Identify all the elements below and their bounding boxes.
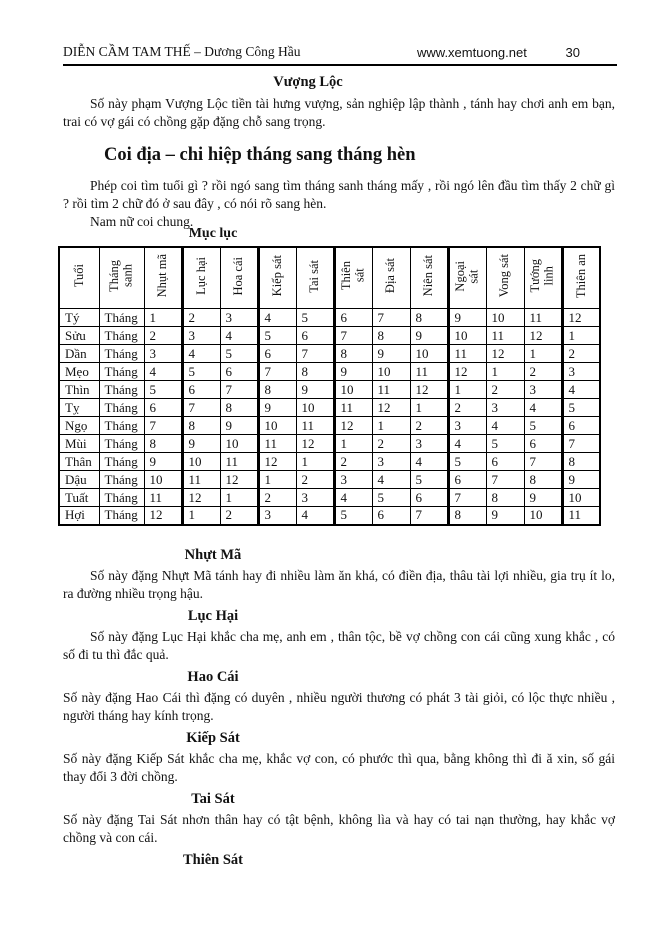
month-value-cell: 5	[220, 345, 258, 363]
month-value-cell: 10	[562, 489, 600, 507]
column-header-12	[524, 247, 562, 309]
month-value-cell: 2	[448, 399, 486, 417]
month-value-cell: 1	[334, 435, 372, 453]
month-value-cell: 11	[486, 327, 524, 345]
month-value-cell: 7	[372, 309, 410, 327]
month-value-cell: 1	[562, 327, 600, 345]
month-value-cell: 10	[144, 471, 182, 489]
month-value-cell: 9	[486, 507, 524, 525]
month-label-cell: Tháng	[99, 363, 144, 381]
month-value-cell: 2	[372, 435, 410, 453]
month-value-cell: 8	[524, 471, 562, 489]
month-value-cell: 2	[296, 471, 334, 489]
month-value-cell: 4	[258, 309, 296, 327]
column-header-label: Tướng linh	[528, 259, 556, 293]
month-value-cell: 1	[144, 309, 182, 327]
month-value-cell: 6	[372, 507, 410, 525]
section-heading: Kiếp Sát	[186, 730, 240, 746]
month-value-cell: 5	[448, 453, 486, 471]
month-value-cell: 3	[524, 381, 562, 399]
month-value-cell: 4	[410, 453, 448, 471]
column-header-0	[59, 247, 99, 309]
column-header-10	[448, 247, 486, 309]
month-value-cell: 11	[296, 417, 334, 435]
month-label-cell: Tháng	[99, 453, 144, 471]
month-value-cell: 5	[486, 435, 524, 453]
section-paragraph: Số này đặng Tai Sát nhơn thân hay có tật bệnh, không lìa và hay có tai nạn thường, hay khắc vợ chồng và con cái.	[63, 812, 615, 845]
month-value-cell: 12	[144, 507, 182, 525]
month-value-cell: 9	[410, 327, 448, 345]
month-value-cell: 7	[220, 381, 258, 399]
month-value-cell: 3	[182, 327, 220, 345]
month-value-cell: 9	[448, 309, 486, 327]
month-value-cell: 8	[486, 489, 524, 507]
month-label-cell: Tháng	[99, 471, 144, 489]
month-value-cell: 8	[182, 417, 220, 435]
month-label-cell: Tháng	[99, 489, 144, 507]
column-header-6	[296, 247, 334, 309]
column-header-label: Vong sát	[497, 254, 512, 298]
month-value-cell: 11	[562, 507, 600, 525]
month-value-cell: 4	[372, 471, 410, 489]
month-value-cell: 1	[296, 453, 334, 471]
age-cell: Hợi	[59, 507, 99, 525]
column-header-8	[372, 247, 410, 309]
month-value-cell: 3	[562, 363, 600, 381]
month-value-cell: 8	[372, 327, 410, 345]
column-header-label: Tháng sanh	[107, 260, 135, 292]
month-value-cell: 5	[182, 363, 220, 381]
month-value-cell: 6	[258, 345, 296, 363]
month-value-cell: 1	[524, 345, 562, 363]
month-value-cell: 5	[372, 489, 410, 507]
month-value-cell: 10	[372, 363, 410, 381]
month-value-cell: 3	[296, 489, 334, 507]
month-value-cell: 3	[486, 399, 524, 417]
table-row	[59, 507, 600, 525]
month-value-cell: 2	[258, 489, 296, 507]
month-value-cell: 1	[258, 471, 296, 489]
month-value-cell: 12	[410, 381, 448, 399]
month-value-cell: 2	[486, 381, 524, 399]
month-value-cell: 9	[258, 399, 296, 417]
column-header-label: Tuổi	[71, 264, 86, 288]
month-value-cell: 8	[410, 309, 448, 327]
month-value-cell: 12	[562, 309, 600, 327]
month-value-cell: 12	[486, 345, 524, 363]
month-label-cell: Tháng	[99, 507, 144, 525]
month-value-cell: 4	[524, 399, 562, 417]
table-body	[59, 309, 600, 525]
month-value-cell: 6	[182, 381, 220, 399]
month-value-cell: 8	[144, 435, 182, 453]
month-value-cell: 12	[448, 363, 486, 381]
month-value-cell: 4	[296, 507, 334, 525]
table-row	[59, 381, 600, 399]
column-header-3	[182, 247, 220, 309]
month-value-cell: 8	[296, 363, 334, 381]
month-value-cell: 7	[334, 327, 372, 345]
month-value-cell: 4	[220, 327, 258, 345]
table-row	[59, 327, 600, 345]
month-value-cell: 2	[220, 507, 258, 525]
month-value-cell: 7	[524, 453, 562, 471]
month-value-cell: 4	[144, 363, 182, 381]
sections	[63, 542, 615, 872]
month-value-cell: 11	[220, 453, 258, 471]
month-value-cell: 6	[486, 453, 524, 471]
month-value-cell: 10	[296, 399, 334, 417]
month-value-cell: 6	[524, 435, 562, 453]
section-paragraph: Số này đặng Hao Cái thì đặng có duyên , nhiều người thương có phát 3 tài giỏi, có lộc thực nhiều , người tháng hay kính trọng.	[63, 690, 615, 723]
month-value-cell: 6	[562, 417, 600, 435]
month-value-cell: 11	[144, 489, 182, 507]
month-value-cell: 2	[334, 453, 372, 471]
month-label-cell: Tháng	[99, 435, 144, 453]
table-row	[59, 453, 600, 471]
month-value-cell: 10	[334, 381, 372, 399]
month-value-cell: 9	[182, 435, 220, 453]
month-value-cell: 12	[220, 471, 258, 489]
month-value-cell: 5	[144, 381, 182, 399]
month-value-cell: 8	[448, 507, 486, 525]
age-cell: Thìn	[59, 381, 99, 399]
month-value-cell: 3	[334, 471, 372, 489]
section-heading: Nhựt Mã	[184, 547, 242, 563]
month-value-cell: 7	[258, 363, 296, 381]
month-value-cell: 1	[182, 507, 220, 525]
month-label-cell: Tháng	[99, 309, 144, 327]
month-value-cell: 3	[410, 435, 448, 453]
age-cell: Mẹo	[59, 363, 99, 381]
column-header-11	[486, 247, 524, 309]
table-header-row	[59, 247, 600, 309]
table-row	[59, 399, 600, 417]
month-value-cell: 3	[144, 345, 182, 363]
column-header-7	[334, 247, 372, 309]
month-value-cell: 9	[372, 345, 410, 363]
month-value-cell: 12	[182, 489, 220, 507]
month-value-cell: 1	[448, 381, 486, 399]
section-heading: Hao Cái	[187, 669, 239, 685]
month-value-cell: 6	[220, 363, 258, 381]
column-header-4	[220, 247, 258, 309]
age-cell: Tuất	[59, 489, 99, 507]
month-value-cell: 4	[448, 435, 486, 453]
column-header-9	[410, 247, 448, 309]
table-row	[59, 309, 600, 327]
month-value-cell: 1	[486, 363, 524, 381]
month-value-cell: 12	[296, 435, 334, 453]
column-header-label: Tai sát	[306, 259, 321, 293]
website-text: www.xemtuong.net	[417, 45, 527, 60]
month-value-cell: 6	[334, 309, 372, 327]
month-value-cell: 1	[410, 399, 448, 417]
column-header-13	[562, 247, 600, 309]
month-value-cell: 10	[220, 435, 258, 453]
month-value-cell: 1	[372, 417, 410, 435]
month-value-cell: 3	[448, 417, 486, 435]
table-row	[59, 471, 600, 489]
month-label-cell: Tháng	[99, 417, 144, 435]
month-value-cell: 5	[296, 309, 334, 327]
month-value-cell: 9	[562, 471, 600, 489]
page-header	[63, 44, 617, 64]
column-header-label: Thiên sát	[339, 261, 367, 291]
muc-luc-table	[58, 246, 601, 526]
month-value-cell: 10	[448, 327, 486, 345]
paragraph-nam-nu: Nam nữ coi chung.	[90, 214, 194, 229]
section-heading-vuong-loc: Vượng Lộc	[273, 74, 343, 90]
column-header-5	[258, 247, 296, 309]
month-value-cell: 11	[448, 345, 486, 363]
table-caption: Mục lục	[188, 226, 238, 241]
month-value-cell: 12	[372, 399, 410, 417]
month-label-cell: Tháng	[99, 345, 144, 363]
month-value-cell: 2	[144, 327, 182, 345]
table-row	[59, 417, 600, 435]
month-value-cell: 10	[410, 345, 448, 363]
month-value-cell: 3	[372, 453, 410, 471]
month-label-cell: Tháng	[99, 327, 144, 345]
month-value-cell: 12	[258, 453, 296, 471]
section-heading: Thiên Sát	[182, 852, 244, 868]
age-cell: Dần	[59, 345, 99, 363]
month-value-cell: 6	[144, 399, 182, 417]
month-value-cell: 8	[562, 453, 600, 471]
section-paragraph: Số này đặng Kiếp Sát khắc cha mẹ, khắc vợ con, có phước thì qua, bằng không thì đi ă xin, số gái thay đổi 3 đời chồng.	[63, 751, 615, 784]
month-value-cell: 5	[524, 417, 562, 435]
column-header-label: Nhụt mã	[154, 254, 169, 298]
month-value-cell: 3	[258, 507, 296, 525]
column-header-label: Hoa cái	[230, 256, 245, 296]
month-value-cell: 7	[448, 489, 486, 507]
section-heading: Lục Hại	[187, 608, 239, 624]
month-label-cell: Tháng	[99, 381, 144, 399]
section-paragraph: Số này đặng Lục Hại khắc cha mẹ, anh em , thân tộc, bề vợ chồng con cái cũng xung khắc , có số đi tu thì đắc quả.	[63, 629, 615, 662]
age-cell: Mùi	[59, 435, 99, 453]
month-value-cell: 6	[410, 489, 448, 507]
month-value-cell: 9	[524, 489, 562, 507]
age-cell: Dậu	[59, 471, 99, 489]
month-value-cell: 7	[486, 471, 524, 489]
chapter-heading-coi-dia: Coi địa – chi hiệp tháng sang tháng hèn	[104, 145, 416, 165]
month-value-cell: 11	[524, 309, 562, 327]
month-value-cell: 11	[410, 363, 448, 381]
month-value-cell: 4	[562, 381, 600, 399]
section-heading: Tai Sát	[191, 791, 235, 807]
month-value-cell: 10	[182, 453, 220, 471]
paragraph-vuong-loc: Số này phạm Vượng Lộc tiền tài hưng vượng, sản nghiệp lập thành , tánh hay chơi anh em bạn, trai có vợ gái có chồng gặp đặng chỗ sang trọng.	[63, 96, 615, 129]
header-divider	[63, 64, 617, 66]
age-cell: Thân	[59, 453, 99, 471]
month-value-cell: 9	[296, 381, 334, 399]
age-cell: Tý	[59, 309, 99, 327]
month-value-cell: 5	[334, 507, 372, 525]
column-header-label: Địa sát	[383, 258, 398, 294]
month-value-cell: 12	[334, 417, 372, 435]
month-value-cell: 2	[524, 363, 562, 381]
month-value-cell: 12	[524, 327, 562, 345]
month-value-cell: 10	[524, 507, 562, 525]
age-cell: Sửu	[59, 327, 99, 345]
month-value-cell: 8	[334, 345, 372, 363]
column-header-label: Niên sát	[420, 255, 435, 297]
column-header-label: Thiên an	[573, 253, 588, 299]
month-value-cell: 7	[410, 507, 448, 525]
month-value-cell: 11	[258, 435, 296, 453]
column-header-label: Ngoại sát	[453, 260, 481, 292]
table-row	[59, 363, 600, 381]
section-paragraph: Số này đặng Nhựt Mã tánh hay đi nhiều làm ăn khá, có điền địa, thâu tài lợi nhiều, gia trụ ít lo, ra đường nhiều trọng hậu.	[63, 568, 615, 601]
month-value-cell: 4	[334, 489, 372, 507]
month-value-cell: 6	[448, 471, 486, 489]
page-number: 30	[565, 45, 580, 60]
month-value-cell: 10	[258, 417, 296, 435]
month-value-cell: 2	[410, 417, 448, 435]
month-value-cell: 7	[182, 399, 220, 417]
table-row	[59, 345, 600, 363]
month-value-cell: 5	[562, 399, 600, 417]
month-value-cell: 7	[144, 417, 182, 435]
column-header-label: Lục hại	[193, 257, 208, 295]
month-value-cell: 8	[258, 381, 296, 399]
month-value-cell: 11	[182, 471, 220, 489]
month-value-cell: 6	[296, 327, 334, 345]
month-value-cell: 9	[334, 363, 372, 381]
month-value-cell: 7	[562, 435, 600, 453]
month-value-cell: 3	[220, 309, 258, 327]
table-row	[59, 489, 600, 507]
age-cell: Tỵ	[59, 399, 99, 417]
month-value-cell: 9	[220, 417, 258, 435]
table-row	[59, 435, 600, 453]
month-value-cell: 2	[182, 309, 220, 327]
month-value-cell: 11	[334, 399, 372, 417]
month-value-cell: 4	[182, 345, 220, 363]
month-label-cell: Tháng	[99, 399, 144, 417]
month-value-cell: 7	[296, 345, 334, 363]
month-value-cell: 5	[258, 327, 296, 345]
month-value-cell: 11	[372, 381, 410, 399]
column-header-2	[144, 247, 182, 309]
age-cell: Ngọ	[59, 417, 99, 435]
month-value-cell: 8	[220, 399, 258, 417]
paragraph-coi-dia: Phép coi tìm tuổi gì ? rồi ngó sang tìm tháng sanh tháng mấy , rồi ngó lên đầu tìm thấy 2 chữ gì ? rồi tìm 2 chữ đó ở sau đây , có nói rõ sang hèn.	[63, 178, 615, 211]
book-title: DIỄN CẦM TAM THẾ – Dương Công Hầu	[63, 44, 301, 59]
column-header-1	[99, 247, 144, 309]
table-head	[59, 247, 600, 309]
column-header-label: Kiếp sát	[269, 255, 284, 297]
month-value-cell: 9	[144, 453, 182, 471]
month-value-cell: 4	[486, 417, 524, 435]
month-value-cell: 2	[562, 345, 600, 363]
month-value-cell: 10	[486, 309, 524, 327]
month-value-cell: 5	[410, 471, 448, 489]
month-value-cell: 1	[220, 489, 258, 507]
